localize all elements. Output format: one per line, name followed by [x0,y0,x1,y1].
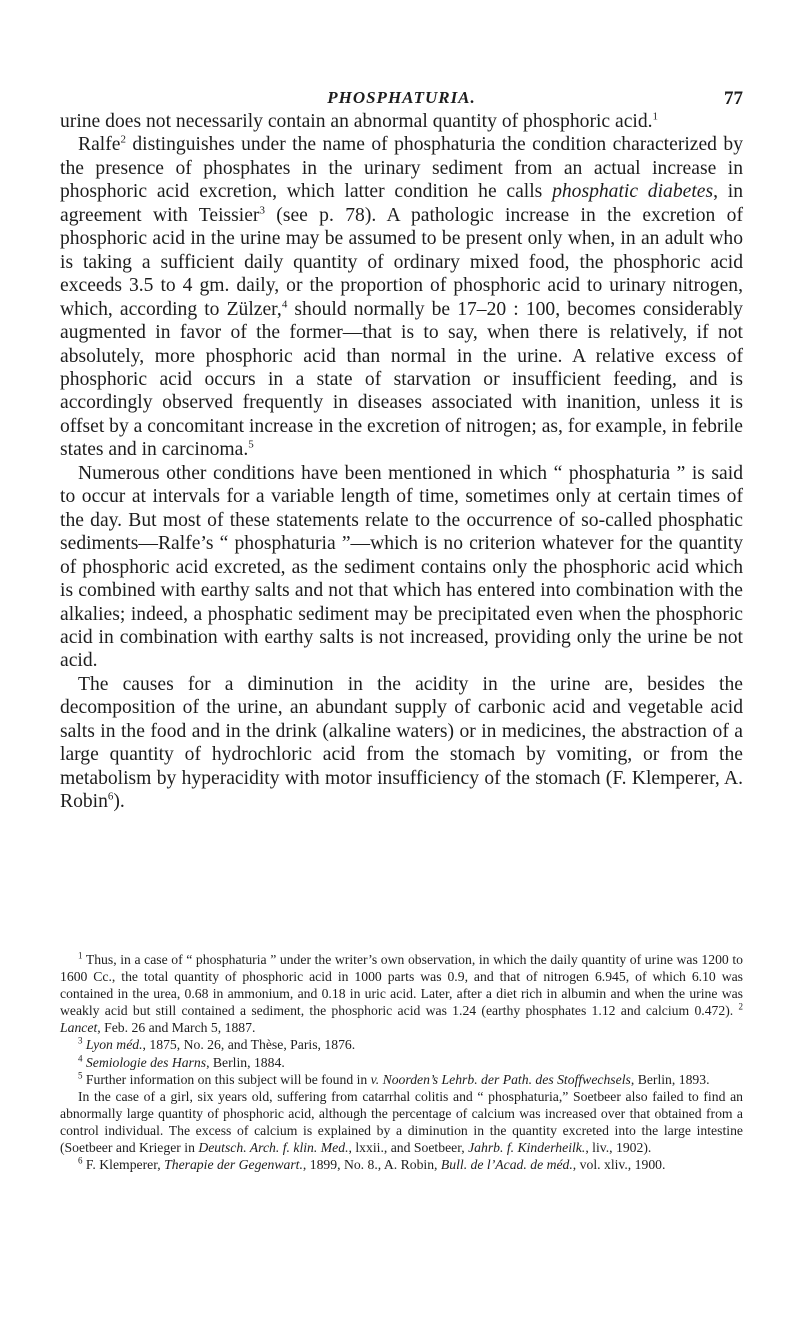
footnote-marker: 3 [78,1035,83,1046]
italic-text: Lancet [60,1020,98,1036]
footnote-marker: 1 [78,950,83,961]
footnote-marker: 5 [78,1070,83,1081]
footnote-marker: 2 [120,133,126,146]
italic-text: Deutsch. Arch. f. klin. Med. [198,1140,349,1156]
page-header [60,88,743,110]
footnote-marker: 3 [259,204,265,217]
italic-text: Lyon méd. [85,1037,143,1053]
footnote-marker: 5 [248,438,254,451]
text-run: , Berlin, 1893. [630,1071,710,1087]
text-run: urine does not necessarily contain an abnormal quantity of phosphoric acid. [60,111,653,132]
italic-text: Therapie der Gegenwart. [164,1157,303,1173]
text-run: , Feb. 26 and March 5, 1887. [97,1020,256,1036]
footnote [60,1054,743,1071]
text-run: (see p. 78). A pathologic increase in the excretion of phosphoric acid in the urine may be assumed to be present only when, in an adult who is taking a sufficient daily quantity of ordinary mixed food, the phosphoric acid exceeds 3.5 to 4 gm. daily, or the proportion of phosphoric acid to urinary nitrogen, which, according to Zülzer, [60,204,743,320]
page-number: 77 [724,88,743,109]
text-run: The causes for a diminution in the acidity in the urine are, besides the decomposition of the urine, an abundant supply of carbonic acid and vegetable acid salts in the food and in the drink (alkaline waters) or in medicines, the abstraction of a large quantity of hydrochloric acid from the stomach by vomiting, or from the metabolism by hyperacidity with motor insufficiency of the stomach (F. Klemperer, A. Robin [60,673,743,813]
paragraph [60,462,743,673]
text-run: , lxxii., and Soetbeer, [348,1140,469,1156]
running-title: PHOSPHATURIA. [327,88,476,107]
text-run: , vol. xliv., 1900. [572,1157,666,1173]
footnote-marker: 2 [738,1001,743,1012]
text-run: Thus, in a case of “ phosphaturia ” under the writer’s own observation, in which the daily quantity of urine was 1200 to 1600 Cc., the total quantity of phosphoric acid in 1000 parts was 0.9, and that of nitrogen 6.945, of which 6.10 was contained in the urea, 0.68 in ammonium, and 0.18 in uric acid. Later, after a diet rich in albumin and when the urine was weakly acid but still contained a sediment, the phosphoric acid was 1.24 (earthy phosphates 1.12 and calcium 0.472). [60,952,743,1019]
italic-text: phosphatic diabetes [552,181,714,203]
text-run: Numerous other conditions have been mentioned in which “ phosphaturia ” is said to occur at intervals for a variable length of time, sometimes only at certain times of the day. But most of these statements relate to the occurrence of so-called phosphatic sediments—Ralfe’s “ phosphaturia ”—which is no criterion whatever for the quantity of phosphoric acid excreted, as the sediment contains only the phosphoric acid which is combined with earthy salts and not that which has entered into combination with the alkalies; indeed, a phosphatic sediment may be precipitated even when the phosphoric acid in combination with earthy salts is not increased, providing only the urine be not acid. [60,462,743,672]
italic-text: Semiologie des Harns [85,1054,207,1070]
body-text [60,110,743,814]
paragraph [60,133,743,461]
text-run: Further information on this subject will be found in [82,1071,371,1087]
footnote [60,1071,743,1088]
text-run: , liv., 1902). [585,1140,652,1156]
text-run: ). [113,791,125,813]
text-run: , 1899, No. 8., A. Robin, [302,1157,441,1173]
footnotes [60,951,743,1173]
paragraph [60,110,743,133]
paragraph [60,673,743,814]
italic-text: Bull. de l’Acad. de méd. [440,1157,573,1173]
footnote-marker: 4 [78,1053,83,1063]
footnote [60,1036,743,1053]
footnote-marker: 4 [281,298,288,311]
text-run: distinguishes under the name of phosphaturia the condition characterized by the presence of phosphates in the urinary sediment from an actual increase in phosphoric acid excretion, which latter condition he calls [60,134,743,203]
footnote [60,1156,743,1173]
italic-text: Jahrb. f. Kinderheilk. [468,1140,586,1156]
text-run: should normally be 17–20 : 100, becomes considerably augmented in favor of the former—that is to say, when there is relatively, if not absolutely, more phosphoric acid than normal in the urine. A relative excess of phosphoric acid occurs in a state of starvation or insufficient feeding, and is accordingly observed frequently in diseases associated with inanition, unless it is offset by a concomitant increase in the excretion of nitrogen; as, for example, in febrile states and in carcinoma. [60,298,743,461]
footnote [60,1088,743,1156]
text-run: Ralfe [78,134,121,156]
footnote-marker: 6 [107,790,114,803]
text-run: F. Klemperer, [82,1157,165,1173]
text-run: In the case of a girl, six years old, suffering from catarrhal colitis and “ phosphaturia,” Soetbeer also failed to find an abnormally large quantity of phosphoric acid, although the percentage of calcium was increased over that obtained from a control individual. The excess of calcium is explained by a diminution in the quantity excreted into the large intestine (Soetbeer and Krieger in [60,1088,743,1156]
footnote [60,951,743,1036]
text-run: , 1875, No. 26, and Thèse, Paris, 1876. [142,1037,356,1053]
text-run: , Berlin, 1884. [206,1054,285,1070]
footnote-marker: 1 [652,110,659,123]
text-run: , in agreement with Teissier [60,181,744,226]
italic-text: v. Noorden’s Lehrb. der Path. des Stoffwechsels [370,1071,631,1087]
footnote-marker: 6 [78,1155,83,1166]
